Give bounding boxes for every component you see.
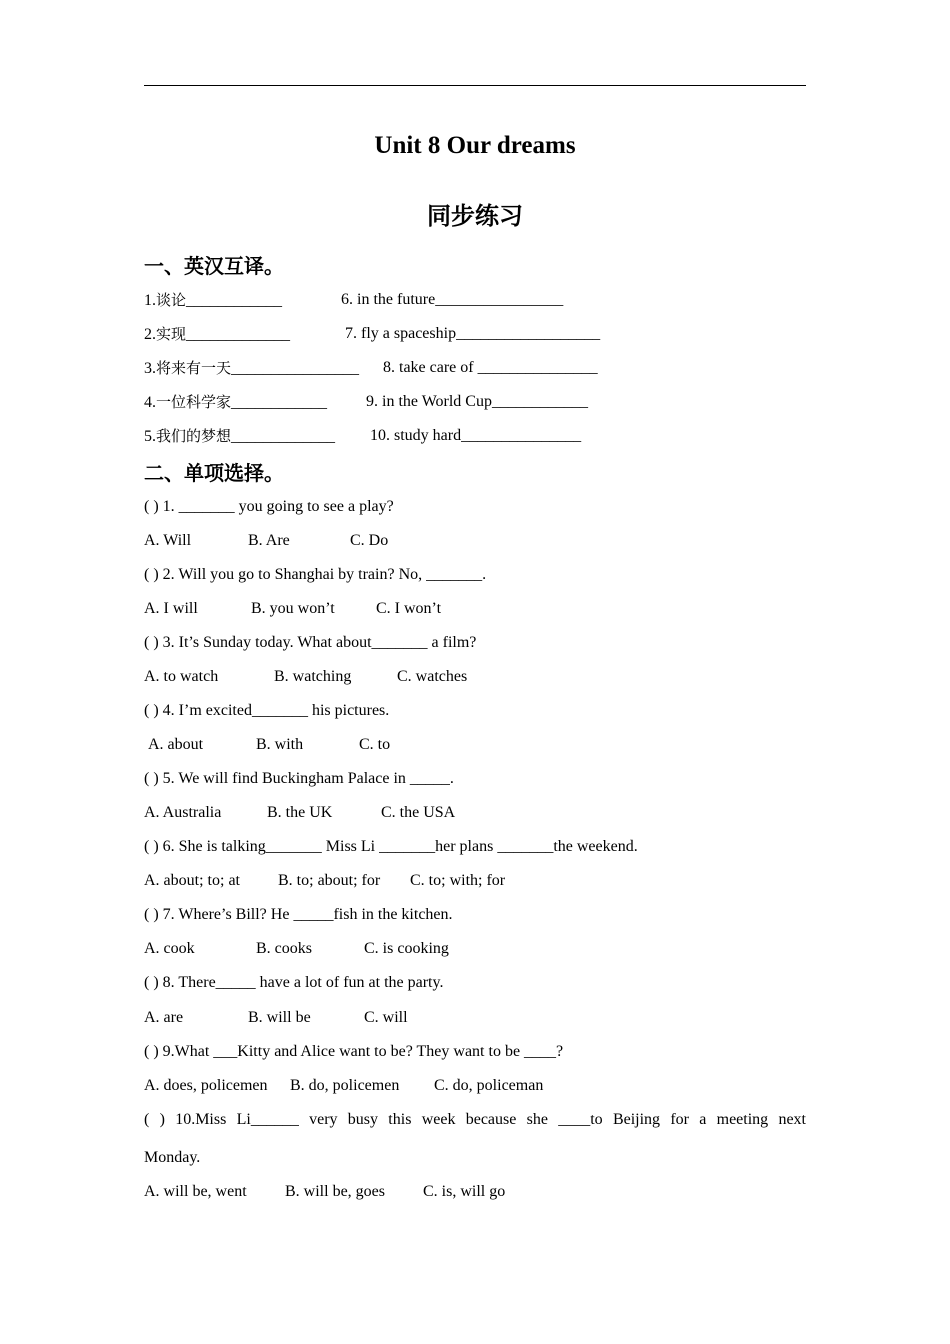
vocab-right-10: 10. study hard_______________	[370, 427, 582, 444]
option-b-9: B. do, policemen	[290, 1077, 400, 1094]
option-b-6: B. to; about; for	[278, 872, 381, 889]
option-c-6: C. to; with; for	[410, 872, 506, 889]
option-a-2: A. I will	[144, 600, 198, 617]
option-a-1: A. Will	[144, 532, 192, 549]
vocab-left-4: 4.一位科学家____________	[144, 393, 328, 411]
question-stem-10-line2: Monday.	[144, 1149, 201, 1166]
option-b-5: B. the UK	[267, 804, 333, 821]
vocab-right-7: 7. fly a spaceship__________________	[345, 325, 601, 342]
option-b-3: B. watching	[274, 668, 352, 685]
vocab-right-8: 8. take care of _______________	[383, 359, 598, 376]
option-b-8: B. will be	[248, 1009, 311, 1026]
question-stem-9: ( ) 9.What ___Kitty and Alice want to be? They want to be ____?	[144, 1043, 564, 1060]
option-a-3: A. to watch	[144, 668, 219, 685]
option-b-4: B. with	[256, 736, 304, 753]
option-a-4: A. about	[148, 736, 204, 753]
option-a-8: A. are	[144, 1009, 184, 1026]
question-stem-5: ( ) 5. We will find Buckingham Palace in _____.	[144, 770, 454, 787]
question-stem-2: ( ) 2. Will you go to Shanghai by train? No, _______.	[144, 566, 487, 583]
option-a-7: A. cook	[144, 940, 195, 957]
section1-heading: 一、英汉互译。	[144, 254, 284, 278]
question-stem-3: ( ) 3. It’s Sunday today. What about_______ a film?	[144, 634, 477, 651]
option-b-7: B. cooks	[256, 940, 312, 957]
option-b-1: B. Are	[248, 532, 290, 549]
vocab-right-9: 9. in the World Cup____________	[366, 393, 588, 410]
vocab-left-2: 2.实现_____________	[144, 325, 291, 343]
vocab-right-6: 6. in the future________________	[341, 291, 564, 308]
question-stem-8: ( ) 8. There_____ have a lot of fun at the party.	[144, 974, 444, 991]
option-c-2: C. I won’t	[376, 600, 442, 617]
section2-heading: 二、单项选择。	[144, 461, 284, 485]
option-c-7: C. is cooking	[364, 940, 449, 957]
option-c-3: C. watches	[397, 668, 468, 685]
option-c-1: C. Do	[350, 532, 389, 549]
option-c-4: C. to	[359, 736, 391, 753]
question-stem-4: ( ) 4. I’m excited_______ his pictures.	[144, 702, 390, 719]
header-rule	[144, 85, 806, 86]
question-stem-1: ( ) 1. _______ you going to see a play?	[144, 498, 394, 515]
option-b-10: B. will be, goes	[285, 1183, 385, 1200]
option-b-2: B. you won’t	[251, 600, 335, 617]
question-stem-7: ( ) 7. Where’s Bill? He _____fish in the kitchen.	[144, 906, 453, 923]
option-a-5: A. Australia	[144, 804, 222, 821]
question-stem-10-line1: ( ) 10.Miss Li______ very busy this week because she ____to Beijing for a meeting next	[144, 1111, 806, 1128]
option-a-10: A. will be, went	[144, 1183, 247, 1200]
page-subtitle: 同步练习	[427, 202, 523, 230]
option-a-6: A. about; to; at	[144, 872, 240, 889]
vocab-left-1: 1.谈论____________	[144, 291, 283, 309]
page-title: Unit 8 Our dreams	[374, 132, 576, 159]
option-c-10: C. is, will go	[423, 1183, 506, 1200]
question-stem-6: ( ) 6. She is talking_______ Miss Li _______her plans _______the weekend.	[144, 838, 638, 855]
option-c-9: C. do, policeman	[434, 1077, 544, 1094]
vocab-left-5: 5.我们的梦想_____________	[144, 427, 336, 445]
option-a-9: A. does, policemen	[144, 1077, 268, 1094]
option-c-8: C. will	[364, 1009, 408, 1026]
vocab-left-3: 3.将来有一天________________	[144, 359, 360, 377]
option-c-5: C. the USA	[381, 804, 456, 821]
